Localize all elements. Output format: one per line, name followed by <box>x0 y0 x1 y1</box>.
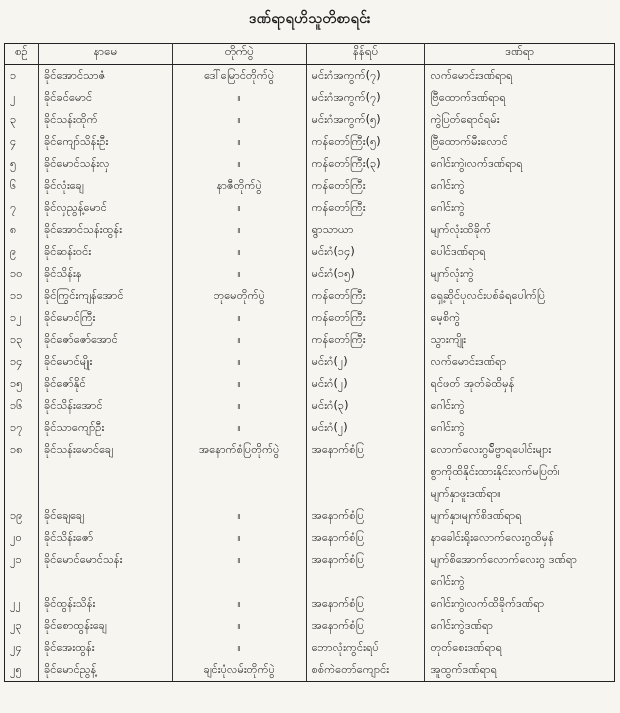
cell-battle: ။ <box>172 219 306 241</box>
cell-injury <box>425 263 615 285</box>
table-row <box>5 219 615 241</box>
injury-line: ဂေါင်းကွဲ <box>430 575 465 588</box>
cell-number: ၂၃ <box>5 615 39 637</box>
cell-place: အနောက်စံပြ <box>306 549 425 593</box>
cell-name: ခိုင်သန်းထိုက် <box>38 109 172 131</box>
cell-name: ခိုင်ချေချေ <box>38 505 172 527</box>
table-row <box>5 439 615 505</box>
cell-name: ခိုင်သိန်းဇော် <box>38 527 172 549</box>
injury-line: အူထွက်ဒဏ်ရာရ <box>430 663 498 676</box>
cell-name: ခိုင်ဇော်ဇော်အောင် <box>38 329 172 351</box>
cell-injury <box>425 549 615 593</box>
cell-number: ၉ <box>5 241 39 263</box>
cell-injury <box>425 505 615 527</box>
cell-place: အနောက်စံပြ <box>306 593 425 615</box>
injury-line: ဂေါင်းကွဲ <box>430 201 465 214</box>
cell-battle: ချင်းပုံလမ်းတိုက်ပွဲ <box>172 659 306 682</box>
injury-line: လောက်လေးဂွမ်ိဗ္ဗာရပေါင်းများ <box>430 443 552 456</box>
cell-battle: ။ <box>172 417 306 439</box>
injury-line: စွာကိုထိနိုင်းထားနိုင်းလက်မပြတ်၊ <box>430 465 560 478</box>
cell-name: ခိုင်သန်းမောင်ချေ <box>38 439 172 505</box>
cell-place: မင်းဂံ(၃) <box>306 395 425 417</box>
cell-number: ၄ <box>5 131 39 153</box>
cell-battle: ။ <box>172 593 306 615</box>
table-row <box>5 659 615 682</box>
cell-place: ကန်တော်ကြီး <box>306 329 425 351</box>
cell-place: မင်းဂံအကွက်(၇) <box>306 65 425 88</box>
cell-place: မင်းဂံ(၁၅) <box>306 263 425 285</box>
cell-number: ၂၅ <box>5 659 39 682</box>
cell-number: ၁ <box>5 65 39 88</box>
cell-place: ကန်တော်ကြီး <box>306 307 425 329</box>
cell-place: ကန်တော်ကြီး <box>306 285 425 307</box>
cell-place: အနောက်စံပြ <box>306 527 425 549</box>
table-row <box>5 285 615 307</box>
cell-place: အနောက်စံပြ <box>306 439 425 505</box>
cell-name: ခိုင်မောင်သန်းလှ <box>38 153 172 175</box>
cell-name: ခိုင်ကျော်သိန်းဦး <box>38 131 172 153</box>
table-row <box>5 175 615 197</box>
cell-name: ခိုင်မောင်မောင်သန်း <box>38 549 172 593</box>
table-row <box>5 131 615 153</box>
table-row <box>5 109 615 131</box>
cell-place: မင်းဂံအကွက်(၅) <box>306 109 425 131</box>
cell-number: ၂၁ <box>5 549 39 593</box>
header-battle: တိုက်ပွဲ <box>172 44 306 65</box>
injury-line: ဗြီထောက်ဒဏ်ရာရ <box>430 91 506 104</box>
injury-line: လက်မောင်းဒဏ်ရာ <box>430 355 507 368</box>
cell-place: ကန်တော်ကြီး <box>306 175 425 197</box>
cell-battle: ။ <box>172 87 306 109</box>
cell-injury <box>425 285 615 307</box>
cell-number: ၅ <box>5 153 39 175</box>
cell-battle: ။ <box>172 153 306 175</box>
cell-place: ဘောလုံးကွင်းရပ် <box>306 637 425 659</box>
cell-place: မင်းဂံ(၁၄) <box>306 241 425 263</box>
cell-place: ကန်တော်ကြီး(၅) <box>306 131 425 153</box>
cell-number: ၁၄ <box>5 351 39 373</box>
injury-line: ရင်ဖတ် အုတ်ခဲထိမှန် <box>430 377 515 390</box>
cell-injury <box>425 593 615 615</box>
cell-name: ခိုင်သိန်းန <box>38 263 172 285</box>
table-row <box>5 637 615 659</box>
cell-battle: နာဇီတိုက်ပွဲ <box>172 175 306 197</box>
table-row <box>5 527 615 549</box>
header-place: နိန်ရပ် <box>306 44 425 65</box>
injury-line: လက်မောင်းဒဏ်ရာရ <box>430 69 513 82</box>
table-row <box>5 263 615 285</box>
header-number: စဉ် <box>5 44 39 65</box>
cell-injury <box>425 439 615 505</box>
cell-name: ခိုင်သာကျော်ဦး <box>38 417 172 439</box>
cell-injury <box>425 175 615 197</box>
cell-place: စစ်ကဲတော်ကျောင်း <box>306 659 425 682</box>
cell-battle: အနောက်စံပြတိုက်ပွဲ <box>172 439 306 505</box>
cell-number: ၁၆ <box>5 395 39 417</box>
table-row <box>5 417 615 439</box>
cell-injury <box>425 241 615 263</box>
cell-number: ၁၉ <box>5 505 39 527</box>
cell-battle: ။ <box>172 549 306 593</box>
injury-line: ဂေါင်းကွဲဒဏ်ရာ <box>430 619 494 632</box>
cell-number: ၁၈ <box>5 439 39 505</box>
table-row <box>5 329 615 351</box>
injury-line: ဂေါင်းကွဲ <box>430 399 465 412</box>
cell-injury <box>425 87 615 109</box>
cell-battle: ဒေါ်မြောင်တိုက်ပွဲ <box>172 65 306 88</box>
cell-place: ကန်တော်ကြီး <box>306 197 425 219</box>
cell-battle: ။ <box>172 505 306 527</box>
cell-name: ခိုင်လှညွန့်မောင် <box>38 197 172 219</box>
cell-name: ခိုင်သိန်းအောင် <box>38 395 172 417</box>
cell-name: ခိုင်ထွန်းသိန်း <box>38 593 172 615</box>
injury-line: မျက်စိအောက်လောက်လေးဂွ ဒဏ်ရာ <box>430 553 577 566</box>
table-row <box>5 373 615 395</box>
table-row <box>5 505 615 527</box>
injury-line: ဂေါင်းကွဲ <box>430 421 465 434</box>
injury-line: ဂေါင်းကွဲ၊လက်ဒဏ်ရာရ <box>430 157 523 170</box>
cell-name: ခိုင်စောထွန်းချေ <box>38 615 172 637</box>
cell-battle: ။ <box>172 307 306 329</box>
cell-place: အနောက်စံပြ <box>306 615 425 637</box>
cell-name: ခိုင်အေးထွန်း <box>38 637 172 659</box>
cell-place: မင်းဂံ(၂) <box>306 373 425 395</box>
injury-line: မေ့စိကွဲ <box>430 311 461 324</box>
cell-injury <box>425 197 615 219</box>
cell-injury <box>425 351 615 373</box>
cell-name: ခိုင်ဇော်နိုင် <box>38 373 172 395</box>
cell-number: ၂ <box>5 87 39 109</box>
injury-line: ပေါင်ဒဏ်ရာရ <box>430 245 486 258</box>
cell-number: ၈ <box>5 219 39 241</box>
cell-number: ၁၁ <box>5 285 39 307</box>
injury-line: ကွဲပြတ်ရောင်ရမ်း <box>430 113 500 126</box>
table-row <box>5 307 615 329</box>
cell-number: ၆ <box>5 175 39 197</box>
cell-battle: ။ <box>172 263 306 285</box>
cell-number: ၁၀ <box>5 263 39 285</box>
cell-battle: ဘုမေတိုက်ပွဲ <box>172 285 306 307</box>
cell-injury <box>425 659 615 682</box>
table-row <box>5 65 615 88</box>
document-title: ဒဏ်ရာရဟိသူတိစာရင်း <box>248 11 372 27</box>
table-row <box>5 615 615 637</box>
table-row <box>5 395 615 417</box>
cell-place: မင်းဂံအကွက်(၇) <box>306 87 425 109</box>
cell-number: ၂၄ <box>5 637 39 659</box>
cell-battle: ။ <box>172 395 306 417</box>
table-body <box>5 65 615 682</box>
cell-name: ခိုင်မောင်မျိုး <box>38 351 172 373</box>
cell-injury <box>425 373 615 395</box>
injury-line: မျက်လုံးထိခိုက် <box>430 223 491 236</box>
injury-line: ဂေါင်းကွဲ <box>430 179 465 192</box>
cell-injury <box>425 527 615 549</box>
injury-line: တုတ်စေးဒဏ်ရာရ <box>430 641 503 654</box>
cell-number: ၁၅ <box>5 373 39 395</box>
cell-name: ခိုင်ကြွင်းကျန်အောင် <box>38 285 172 307</box>
cell-injury <box>425 615 615 637</box>
header-injury: ဒဏ်ရာ <box>425 44 615 65</box>
cell-number: ၁၂ <box>5 307 39 329</box>
cell-injury <box>425 131 615 153</box>
cell-battle: ။ <box>172 637 306 659</box>
cell-number: ၁၃ <box>5 329 39 351</box>
cell-name: ခိုင်မောင်ကြီး <box>38 307 172 329</box>
table-row <box>5 351 615 373</box>
cell-battle: ။ <box>172 241 306 263</box>
cell-name: ခိုင်အောင်သန်းထွန်း <box>38 219 172 241</box>
cell-injury <box>425 329 615 351</box>
cell-injury <box>425 219 615 241</box>
injury-line: သွားကျိုး <box>430 333 466 346</box>
table-row <box>5 593 615 615</box>
cell-number: ၇ <box>5 197 39 219</box>
cell-number: ၂၂ <box>5 593 39 615</box>
cell-place: ကန်တော်ကြီး(၃) <box>306 153 425 175</box>
cell-battle: ။ <box>172 373 306 395</box>
cell-battle: ။ <box>172 109 306 131</box>
cell-name: ခိုင်လုံးချေ <box>38 175 172 197</box>
cell-battle: ။ <box>172 197 306 219</box>
cell-number: ၂၀ <box>5 527 39 549</box>
injured-list-table <box>4 43 615 682</box>
cell-battle: ။ <box>172 527 306 549</box>
cell-name: ခိုင်မောင်ညွန့် <box>38 659 172 682</box>
cell-battle: ။ <box>172 329 306 351</box>
cell-injury <box>425 307 615 329</box>
table-row <box>5 197 615 219</box>
table-row <box>5 87 615 109</box>
cell-battle: ။ <box>172 351 306 373</box>
cell-injury <box>425 65 615 88</box>
cell-injury <box>425 109 615 131</box>
injury-line: ဗြီထောက်မီးလောင် <box>430 135 508 148</box>
cell-place: မင်းဂံ(၂) <box>306 351 425 373</box>
cell-battle: ။ <box>172 131 306 153</box>
injury-line: မျက်နှာ၊မျက်စိဒဏ်ရာရ <box>430 509 522 522</box>
injury-line: မျက်နှာဖူးဒဏ်ရာ။ <box>430 487 501 500</box>
cell-name: ခိုင်ခင်မောင် <box>38 87 172 109</box>
cell-number: ၃ <box>5 109 39 131</box>
header-name: နာမေ <box>38 44 172 65</box>
cell-name: ခိုင်ဆန်းဝင်း <box>38 241 172 263</box>
injury-line: ရှေ့ဆိုင်ပုလင်းပစ်ခံရပေါက်ပြဲ <box>430 289 546 302</box>
table-header-row <box>5 44 615 65</box>
injury-line: မျက်လုံးကွဲ <box>430 267 474 280</box>
cell-place: အနောက်စံပြ <box>306 505 425 527</box>
cell-number: ၁၇ <box>5 417 39 439</box>
cell-place: မင်းဂံ(၂) <box>306 417 425 439</box>
injury-line: နာခေါင်းရိုးလောက်လေးဂွထိမှန် <box>430 531 554 544</box>
cell-place: ရွာသာယာ <box>306 219 425 241</box>
cell-injury <box>425 395 615 417</box>
table-row <box>5 153 615 175</box>
table-row <box>5 549 615 593</box>
cell-injury <box>425 637 615 659</box>
cell-battle: ။ <box>172 615 306 637</box>
injury-line: ဂေါင်းကွဲ၊လက်ထိခိုက်ဒဏ်ရာ <box>430 597 545 610</box>
table-row <box>5 241 615 263</box>
cell-injury <box>425 153 615 175</box>
cell-name: ခိုင်အောင်သာဇံ <box>38 65 172 88</box>
cell-injury <box>425 417 615 439</box>
